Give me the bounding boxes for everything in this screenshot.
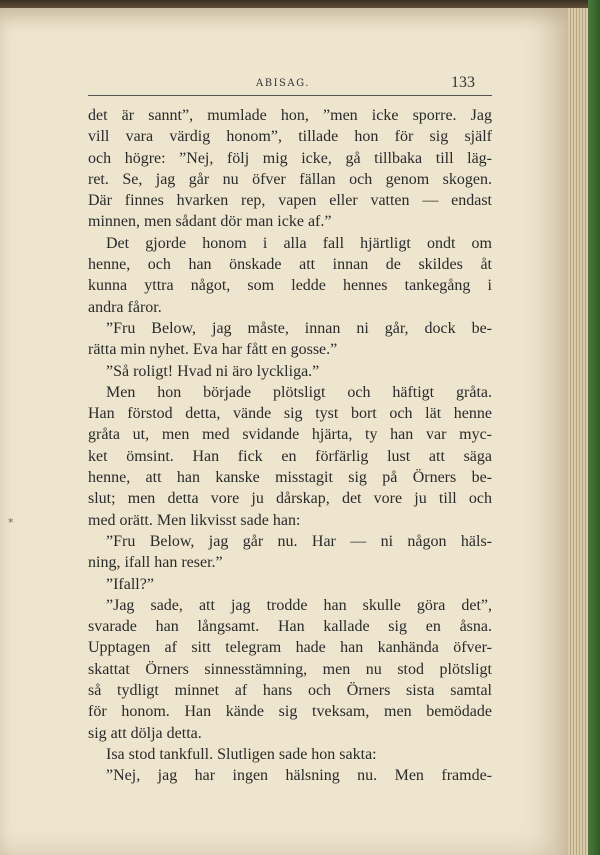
text-line: Där finnes hvarken rep, vapen eller vatten — endast <box>88 192 492 210</box>
text-line: slut; men detta vore ju dårskap, det vore ju till och <box>88 490 492 508</box>
body-text <box>88 105 492 787</box>
margin-mark: * <box>8 516 14 529</box>
header-rule <box>88 95 492 96</box>
text-line: Isa stod tankfull. Slutligen sade hon sakta: <box>106 745 377 763</box>
text-line: minnen, men sådant dör man icke af.” <box>88 213 332 231</box>
text-line: svarade han långsamt. Han kallade sig en åsna. <box>88 618 492 636</box>
book-cover-edge <box>588 0 600 855</box>
text-line: ”Nej, jag har ingen hälsning nu. Men framde- <box>106 767 492 785</box>
text-line: Han förstod detta, vände sig tyst bort och lät henne <box>88 405 492 423</box>
page-number: 133 <box>451 74 475 91</box>
text-line: Det gjorde honom i alla fall hjärtligt ondt om <box>106 234 492 252</box>
text-line: det är sannt”, mumlade hon, ”men icke sporre. Jag <box>88 107 492 124</box>
text-line: för honom. Han kände sig tveksam, men bemödade <box>88 703 492 721</box>
text-line: kunna yttra något, som ledde hennes tankegång i <box>88 277 492 295</box>
text-line: Men hon började plötsligt och häftigt gråta. <box>106 383 492 401</box>
text-line: ”Så roligt! Hvad ni äro lyckliga.” <box>106 362 320 380</box>
text-line: och högre: ”Nej, följ mig icke, gå tillbaka till läg- <box>88 149 492 167</box>
text-line: henne, och han önskade att innan de skildes åt <box>88 256 492 274</box>
text-line: så tydligt minnet af hans och Örners sista samtal <box>88 682 492 700</box>
text-line: Upptagen af sitt telegram hade han kanhända öfver- <box>88 639 492 657</box>
text-line: andra fåror. <box>88 298 162 316</box>
text-line: skattat Örners sinnesstämning, men nu stod plötsligt <box>88 660 492 678</box>
text-line: ket ömsint. Han fick en förfärlig lust att säga <box>88 447 492 465</box>
text-line: henne, att han kanske misstagit sig på Örners be- <box>88 469 492 487</box>
text-line: sig att dölja detta. <box>88 724 202 742</box>
text-line: gråta ut, men med svidande hjärta, ty han var myc- <box>88 426 492 444</box>
text-line: ret. Se, jag går nu öfver fällan och genom skogen. <box>88 170 492 188</box>
text-line: ”Ifall?” <box>106 575 154 593</box>
text-line: med orätt. Men likvisst sade han: <box>88 511 301 529</box>
text-line: rätta min nyhet. Eva har fått en gosse.” <box>88 341 338 359</box>
text-line: ”Jag sade, att jag trodde han skulle göra det”, <box>106 596 492 614</box>
text-line: ”Fru Below, jag går nu. Har — ni någon häls- <box>106 532 492 550</box>
text-line: ”Fru Below, jag måste, innan ni går, dock be- <box>106 319 492 337</box>
text-line: ning, ifall han reser.” <box>88 554 223 572</box>
text-line: vill vara värdig honom”, tillade hon för sig själf <box>88 128 492 146</box>
running-title: ABISAG. <box>256 78 310 89</box>
